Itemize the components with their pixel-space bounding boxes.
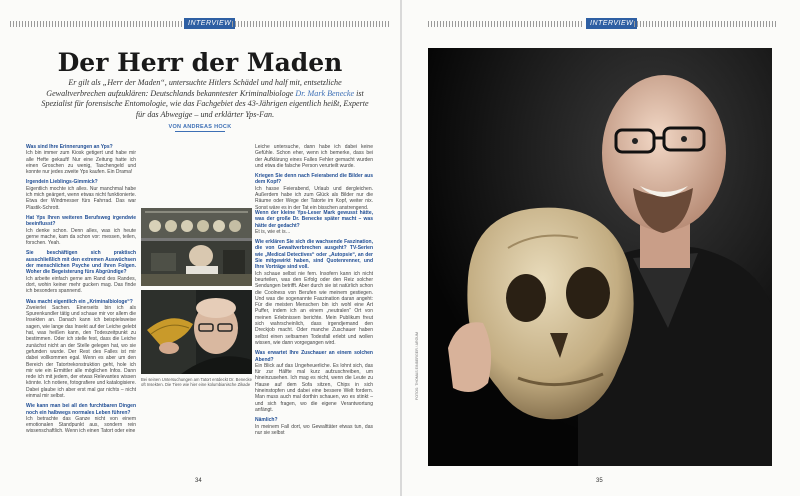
header-hatch	[634, 21, 776, 27]
interview-question: Was macht eigentlich ein „Kriminalbiologe“?	[26, 298, 133, 305]
interview-question: Was sind Ihre Erinnerungen an Yps?	[26, 144, 113, 150]
interview-answer: Zweierlei Sachen. Einerseits bin ich als Spurenkundler tätig und schaue mir vor allem die Insekten an. Danach kann ich beispielsweise sagen, wie lange das Insekt auf der Leiche gelebt hat, was heißen kann, den Todeszeitpunkt zu bestimmen. Oder ich stelle fest, dass die Leiche zunächst nicht an der Stelle gelegen hat, wo sie gefunden wurde. Der Rest des Falles ist mir dabei vollkommen egal. Wenn es aber um den Bereich der Tatortrekonstruktion geht, hole ich mir wie ein Ermittler alle möglichen Infos. Dann rede ich mit jedem, der etwas Relevantes wissen könnte. Ich notiere, fotografiere und katalogisiere. Dabei glaube ich aber erst mal gar nichts – nicht einmal mir selbst.	[26, 304, 136, 399]
text-column-2	[255, 210, 373, 436]
section-tag: INTERVIEW	[184, 18, 235, 29]
interview-question: Sie beschäftigen sich praktisch ausschließlich mit den extremen Auswüchsen der menschlichen Psyche und ihren Folgen. Woher die Begeisterung fürs Abgründige?	[26, 250, 136, 276]
header-hatch	[232, 21, 390, 27]
text-column-1	[26, 144, 136, 435]
insect-photo-image	[141, 290, 252, 374]
interview-question: Wenn der kleine Yps-Leser Mark gewusst hätte, was der große Dr. Benecke später macht – was hätte der gedacht?	[255, 210, 373, 229]
page-number-left: 34	[195, 478, 202, 484]
lab-caption: Bei seinen Untersuchungen am Tatort entdeckt Dr. Benecke oft Insekten. Die Tiere wie hier eine kolumbianische Zikade	[141, 377, 252, 387]
interview-question: Wie erklären Sie sich die wachsende Faszination, die von Gewaltverbrechen ausgeht? TV-Serien wie „Medical Detectives“ oder „Autopsie“, an der Sie mitgewirkt haben, sind Quotenrenner, und Ihre Vorträge sind voll.	[255, 239, 373, 271]
interview-question: Wie kann man bei all den furchtbaren Dingen noch ein halbwegs normales Leben führen?	[26, 403, 136, 416]
interview-answer: Ich bin immer zum Kiosk getigert und habe mir alle Hefte gekauft! Nur eine Zeitung hatte ich einen Groschen zu wenig, Taschengeld und konnte nur jedes zweite Yps kaufen. Ein Drama!	[26, 150, 136, 176]
lead-text: ist Spezialist für forensische Entomologie, wie das Fachgebiet des 43-Jährigen eigentlich heißt, Experte für das Abwegige – und erklärter Yps-Fan.	[41, 88, 369, 119]
interview-question: Nämlich?	[255, 417, 278, 424]
interview-answer: Ich denke schon. Denn alles, was ich heute gerne mache, kam da schon vor: messen, teilen, forschen. Yeah.	[26, 227, 136, 247]
section-tag: INTERVIEW	[586, 18, 637, 29]
interview-answer: Ich arbeite einfach gerne am Rand des Randes, dort, wohin keiner mehr gucken mag. Das finde ich besonders spannend.	[26, 275, 136, 295]
header-hatch	[428, 21, 584, 27]
interview-answer: Ich betrachte das Ganze nicht von einem emotionalen Standpunkt aus, sondern rein wissenschaftlich. Wenn ich einen Tatort oder eine	[26, 415, 136, 435]
lab-photo	[141, 208, 252, 286]
interview-answer: In meinem Fall dort, wo Gewalttäter etwas tun, das nur sie selbst	[255, 423, 373, 436]
interview-question: Irgendein Lieblings-Gimmick?	[26, 179, 98, 186]
portrait-photo-image	[428, 48, 772, 466]
byline: VON ANDREAS HOCK	[168, 124, 232, 130]
byline-rule	[175, 131, 225, 132]
interview-answer: Leiche untersuche, dann habe ich dabei keine Gefühle. Schon eher, wenn ich bemerke, dass bei der Aufklärung eines Falles Fehler gemacht wurden und etwa die falsche Person verurteilt wurde.	[255, 144, 373, 169]
interview-answer: Eigentlich mochte ich alles. Nur manchmal habe ich mich geärgert, wenn etwas nicht funktionierte. Etwa der Windmesser fürs Fahrrad. Das war Plastik-Schrott.	[26, 185, 136, 211]
article-title: Der Herr der Maden	[57, 48, 343, 77]
insect-photo	[141, 290, 252, 374]
article-lead	[40, 78, 370, 120]
interview-answer: Et is, wie et is…	[255, 228, 291, 235]
lab-photo-image	[141, 208, 252, 286]
interview-answer: Ich hasse Feierabend, Urlaub und dergleichen. Außerdem habe ich zum Glück als Bilder nur die Räume oder Wege der Tatorte im Kopf, weiter nix. Sonst wäre es in der Tat ein bisschen anstrengend.	[255, 185, 373, 211]
interview-question: Hat Yps Ihren weiteren Berufsweg irgendwie beeinflusst?	[26, 214, 136, 228]
lead-text: Er gilt als „Herr der Maden“, untersuchte Hitlers Schädel und half mit, entsetzliche Gewaltverbrechen aufzuklären: Deutschlands bekanntester Kriminalbiologe	[46, 78, 342, 98]
photo-credit: FOTOS: THOMAS EINBERGER / ARGUM	[415, 332, 419, 400]
magazine-page-right	[402, 0, 800, 496]
page-number-right: 35	[596, 478, 603, 484]
portrait-photo	[428, 48, 772, 466]
text-column-2-top	[255, 144, 373, 211]
interview-answer: Ein Blick auf das Ungeheuerliche. Es lohnt sich, das für zur Hälfte mal kurz aufzuschreiben, um hineinzusehen. Ich mag es nicht, wenn die Leute zu Hause auf dem Sofa sitzen, Chips in sich hineinstopfen und dabei eine bessere Welt fordern. Man muss auch mal dorthin schauen, wo es stinkt – und sich fragen, wo die eigene Verantwortung anfängt.	[255, 362, 373, 413]
header-hatch	[10, 21, 182, 27]
lead-name: Dr. Mark Benecke	[295, 88, 355, 98]
interview-question: Kriegen Sie denn nach Feierabend die Bilder aus dem Kopf?	[255, 173, 373, 186]
interview-question: Was erwartet Ihre Zuschauer an einem solchen Abend?	[255, 350, 373, 363]
interview-answer: Ich schaue selbst nie fern. Insofern kann ich nicht beurteilen, was den Erfolg oder den Reiz solcher Sendungen betrifft. Aber durch sie ist natürlich schon die Coolness von Berufen wie meinem gestiegen. Und was die sogenannte Faszination daran angeht: Für die meisten Menschen bin ich wohl eine Art Puffer, indem ich an einem „neutralen“ Ort von meinen Erlebnissen berichte. Mein Publikum freut sich wahrscheinlich, dass irgendjemand den Dreckjob macht. Oder manche Zuschauer haben selbst einen seltsamen Todesfall erlebt und wollen wissen, wie dann vorgegangen wird.	[255, 270, 373, 346]
